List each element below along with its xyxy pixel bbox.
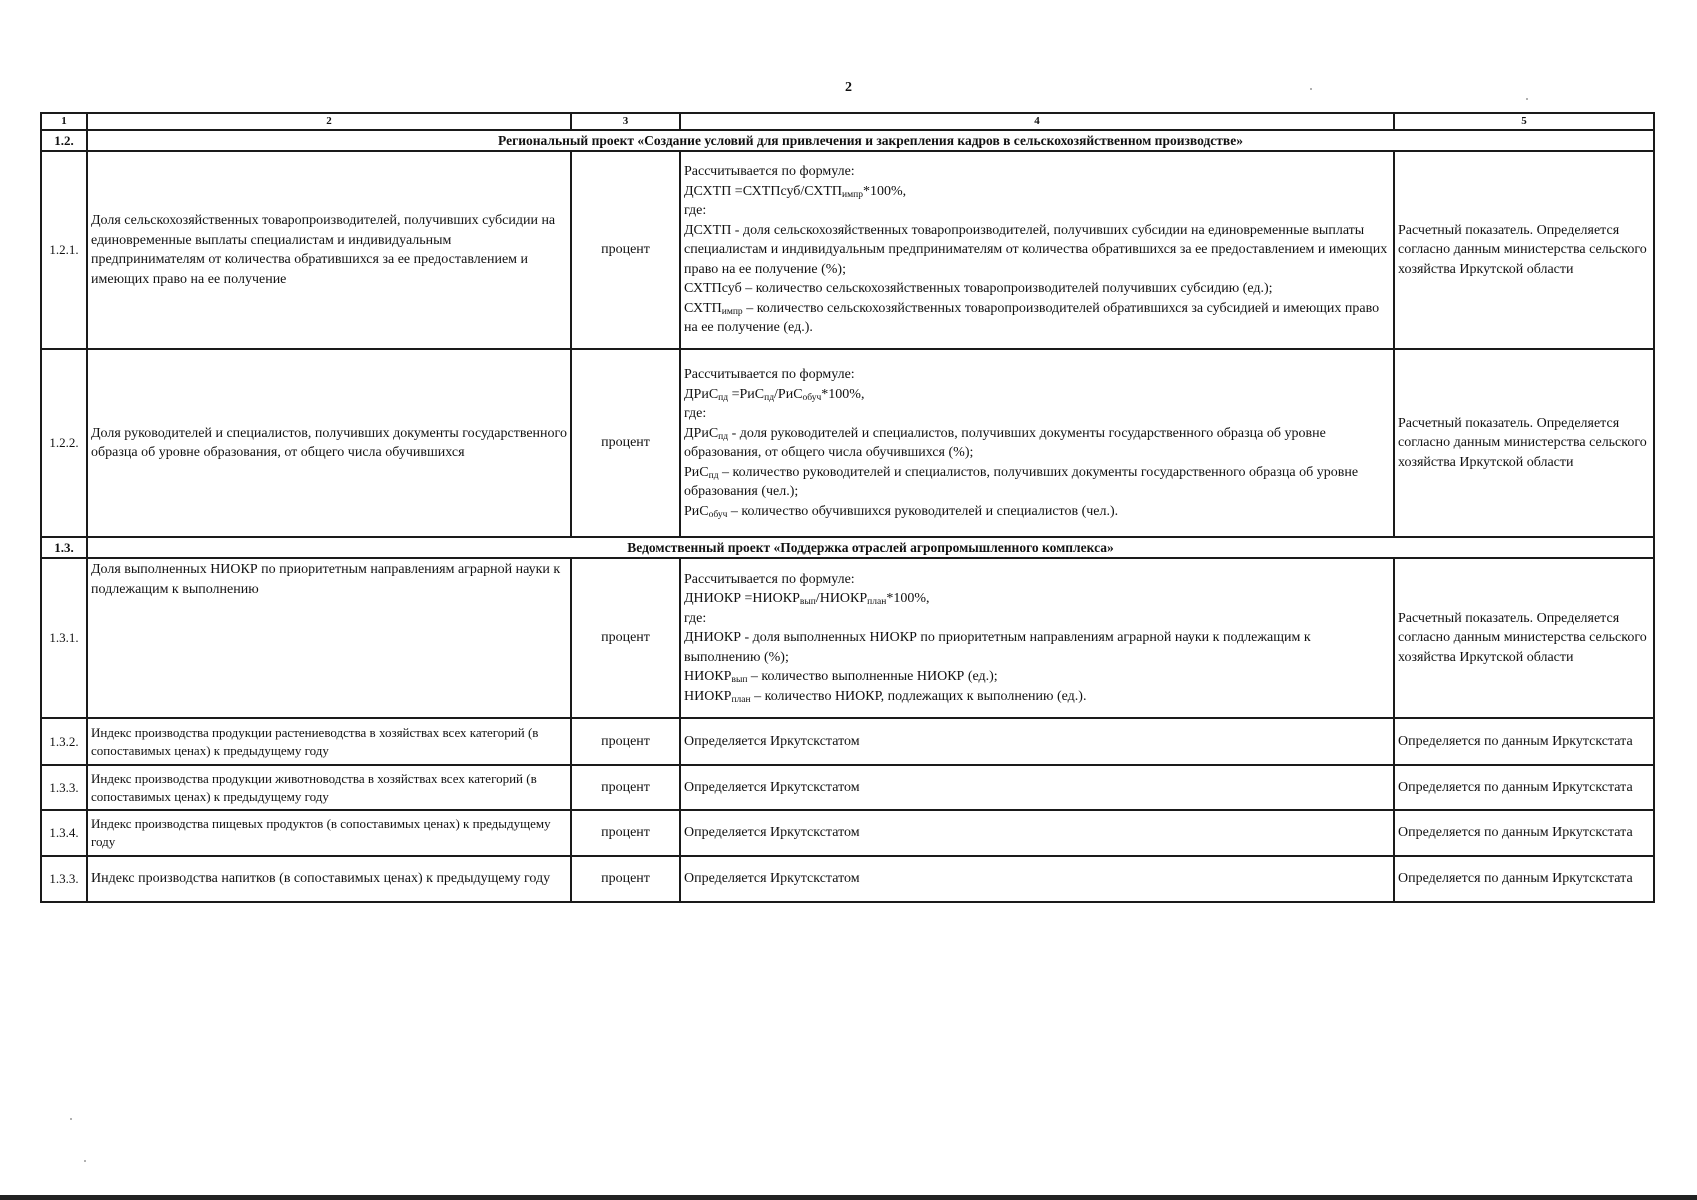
header-col-5: 5 xyxy=(1394,113,1654,130)
indicator-name: Доля сельскохозяйственных товаропроизводителей, получивших субсидии на единовременные выплаты специалистам и индивидуальным предпринимателям от количества обратившихся за ее предоставлением и имеющих право на ее получение xyxy=(87,151,571,349)
data-source: Расчетный показатель. Определяется согласно данным министерства сельского хозяйства Иркутской области xyxy=(1394,151,1654,349)
formula-definition: ДНИОКР - доля выполненных НИОКР по приоритетным направлениям аграрной науки к подлежащим к выполнению (%); xyxy=(684,630,1311,665)
data-source: Определяется по данным Иркутскстата xyxy=(1394,718,1654,765)
scan-speck xyxy=(70,1118,72,1120)
formula-definition: $НИОКР_{вып}$ – количество выполненные НИОКР (ед.); xyxy=(684,669,998,686)
unit: процент xyxy=(571,856,680,902)
row-number: 1.3.1. xyxy=(41,558,87,718)
formula-definition: ДРиС$_{пд}$ - доля руководителей и специалистов, получивших документы государственного образца об уровне образования, от общего числа обучившихся (%); xyxy=(684,425,1326,460)
table-row xyxy=(41,765,1654,810)
data-source: Определяется по данным Иркутскстата xyxy=(1394,810,1654,856)
scan-speck xyxy=(1526,98,1528,100)
formula-definition: $НИОКР_{план}$ – количество НИОКР, подлежащих к выполнению (ед.). xyxy=(684,688,1087,705)
section-number: 1.3. xyxy=(41,537,87,558)
indicator-name: Индекс производства напитков (в сопоставимых ценах) к предыдущему году xyxy=(87,856,571,902)
indicator-name: Доля выполненных НИОКР по приоритетным направлениям аграрной науки к подлежащим к выполнению xyxy=(87,558,571,718)
formula-intro: Рассчитывается по формуле: xyxy=(684,367,855,382)
table-row xyxy=(41,151,1654,349)
calculation-method: Определяется Иркутскстатом xyxy=(680,856,1394,902)
calculation-method: Определяется Иркутскстатом xyxy=(680,810,1394,856)
data-source: Расчетный показатель. Определяется согласно данным министерства сельского хозяйства Иркутской области xyxy=(1394,349,1654,537)
calculation-method xyxy=(680,558,1394,718)
section-title: Региональный проект «Создание условий для привлечения и закрепления кадров в сельскохозяйственном производстве» xyxy=(87,130,1654,151)
formula: ДНИОКР $=НИОКР_{вып}/НИОКР_{план}*100\%$, xyxy=(684,591,930,608)
formula-definition: СХТПсуб – количество сельскохозяйственных товаропроизводителей получивших субсидию (ед.); xyxy=(684,281,1273,297)
section-title: Ведомственный проект «Поддержка отраслей агропромышленного комплекса» xyxy=(87,537,1654,558)
data-source: Расчетный показатель. Определяется согласно данным министерства сельского хозяйства Иркутской области xyxy=(1394,558,1654,718)
formula-where: где: xyxy=(684,406,707,421)
formula-intro: Рассчитывается по формуле: xyxy=(684,164,855,180)
unit: процент xyxy=(571,718,680,765)
indicators-table xyxy=(40,112,1655,903)
row-number: 1.3.3. xyxy=(41,765,87,810)
formula-intro: Рассчитывается по формуле: xyxy=(684,571,855,587)
header-row xyxy=(41,113,1654,130)
formula: ДСХТП $=СХТПсуб/СХТП_{импр}*100\%$, xyxy=(684,183,907,200)
formula-where: где: xyxy=(684,203,707,219)
formula-definition: РиС$_{пд}$ – количество руководителей и специалистов, получивших документы государственного образца об уровне образования (чел.); xyxy=(684,464,1359,499)
header-col-2: 2 xyxy=(87,113,571,130)
data-source: Определяется по данным Иркутскстата xyxy=(1394,765,1654,810)
table-row xyxy=(41,558,1654,718)
calculation-method xyxy=(680,349,1394,537)
row-number: 1.2.1. xyxy=(41,151,87,349)
indicator-name: Доля руководителей и специалистов, получивших документы государственного образца об уровне образования, от общего числа обучившихся xyxy=(87,349,571,537)
table-row xyxy=(41,810,1654,856)
table-row xyxy=(41,718,1654,765)
table-row xyxy=(41,349,1654,537)
header-col-4: 4 xyxy=(680,113,1394,130)
formula-definition: РиС$_{обуч}$ – количество обучившихся руководителей и специалистов (чел.). xyxy=(684,503,1119,520)
unit: процент xyxy=(571,349,680,537)
table-row xyxy=(41,856,1654,902)
section-number: 1.2. xyxy=(41,130,87,151)
unit: процент xyxy=(571,810,680,856)
calculation-method: Определяется Иркутскстатом xyxy=(680,718,1394,765)
formula-where: где: xyxy=(684,610,707,626)
unit: процент xyxy=(571,151,680,349)
calculation-method xyxy=(680,151,1394,349)
row-number: 1.2.2. xyxy=(41,349,87,537)
section-row xyxy=(41,537,1654,558)
page-number: 2 xyxy=(845,80,852,95)
row-number: 1.3.2. xyxy=(41,718,87,765)
row-number: 1.3.4. xyxy=(41,810,87,856)
unit: процент xyxy=(571,765,680,810)
header-col-1: 1 xyxy=(41,113,87,130)
calculation-method: Определяется Иркутскстатом xyxy=(680,765,1394,810)
scan-speck xyxy=(84,1160,86,1162)
indicator-name: Индекс производства продукции растениеводства в хозяйствах всех категорий (в сопоставимых ценах) к предыдущему году xyxy=(87,718,571,765)
section-row xyxy=(41,130,1654,151)
data-source: Определяется по данным Иркутскстата xyxy=(1394,856,1654,902)
scan-speck xyxy=(1310,88,1312,90)
formula: ДРиС$_{пд}$ =РиС$_{пд}$/РиС$_{обуч}$*100%, xyxy=(684,386,865,403)
header-col-3: 3 xyxy=(571,113,680,130)
indicator-name: Индекс производства пищевых продуктов (в сопоставимых ценах) к предыдущему году xyxy=(87,810,571,856)
indicator-name: Индекс производства продукции животноводства в хозяйствах всех категорий (в сопоставимых ценах) к предыдущему году xyxy=(87,765,571,810)
row-number: 1.3.3. xyxy=(41,856,87,902)
formula-definition: ДСХТП - доля сельскохозяйственных товаропроизводителей, получивших субсидии на единовременные выплаты специалистам и индивидуальным предпринимателям от количества обратившихся за ее предоставлением и имеющих право на ее получение (%); xyxy=(684,222,1388,277)
formula-definition: $СХТП_{импр}$ – количество сельскохозяйственных товаропроизводителей обратившихся за субсидией и имеющих право на ее получение (ед.). xyxy=(684,300,1380,336)
scan-edge xyxy=(0,1195,1697,1200)
unit: процент xyxy=(571,558,680,718)
